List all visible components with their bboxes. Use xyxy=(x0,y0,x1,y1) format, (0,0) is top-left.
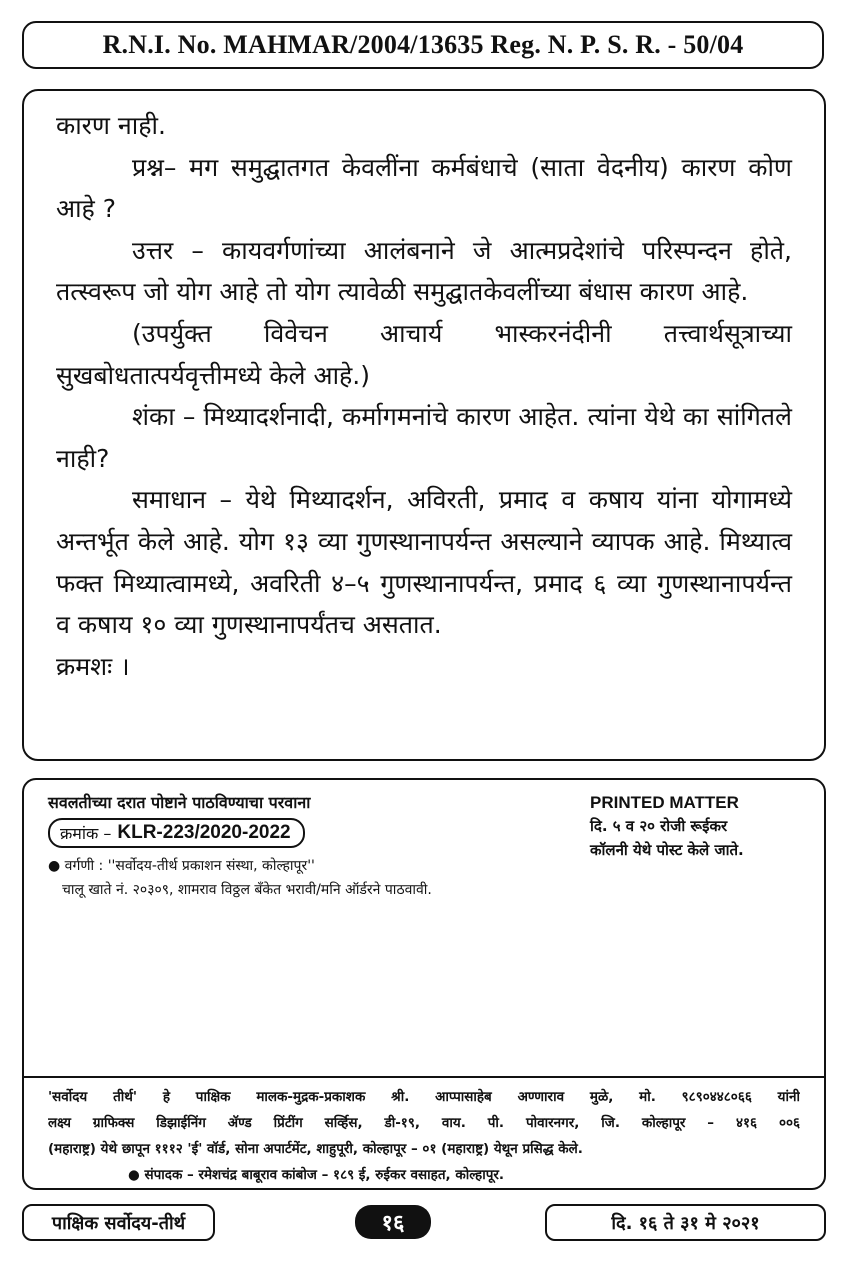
page-number-badge xyxy=(355,1205,431,1239)
editor-line: ● संपादक – रमेशचंद्र बाबूराव कांबोज – १८९ ई, रुईकर वसाहत, कोल्हापूर. xyxy=(128,1167,505,1183)
printed-matter-block xyxy=(590,792,820,862)
printed-matter-title: PRINTED MATTER xyxy=(590,793,739,812)
posting-location-line: कॉलनी येथे पोस्ट केले जाते. xyxy=(590,841,744,859)
article-paragraph: (उपर्युक्त विवेचन आचार्य भास्करनंदीनी तत्त्वार्थसूत्राच्या सुखबोधतात्पर्यवृत्तीमध्ये केले आहे.) xyxy=(56,318,792,390)
postal-permit xyxy=(48,792,608,902)
article-paragraph: उत्तर – कायवर्गणांच्या आलंबनाने जे आत्मप्रदेशांचे परिस्पन्दन होते, तत्स्वरूप जो योग आहे तो योग त्यावेळी समुद्घातकेवलींच्या बंधास कारण आहे. xyxy=(56,235,792,307)
publication-name-footer xyxy=(22,1204,215,1241)
article-paragraph: कारण नाही. xyxy=(56,111,166,140)
registration-text: R.N.I. No. MAHMAR/2004/13635 Reg. N. P. S. R. - 50/04 xyxy=(102,30,744,59)
registration-header xyxy=(22,21,824,69)
postal-info-box xyxy=(22,778,826,1190)
posting-schedule-line: दि. ५ व २० रोजी रूईकर xyxy=(590,817,728,835)
subscription-line: ● वर्गणी : ''सर्वोदय-तीर्थ प्रकाशन संस्था, कोल्हापूर'' xyxy=(48,858,315,874)
page-number: १६ xyxy=(381,1211,405,1236)
article-body xyxy=(22,89,826,761)
article-paragraph: प्रश्न– मग समुद्घातगत केवलींना कर्मबंधाचे (साता वेदनीय) कारण कोण आहे ? xyxy=(56,152,792,224)
issue-date-footer xyxy=(545,1204,826,1241)
continued-marker: क्रमशः । xyxy=(56,651,130,681)
imprint-line: (महाराष्ट्र) येथे छापून १११२ 'ई' वॉर्ड, सोना अपार्टमेंट, शाहुपूरी, कोल्हापूर – ०१ (महाराष्ट्र) येथून प्रसिद्ध केले. xyxy=(48,1141,583,1157)
article-paragraph: शंका – मिथ्यादर्शनादी, कर्मागमनांचे कारण आहेत. त्यांना येथे का सांगितले नाही? xyxy=(56,402,792,473)
reg-label: क्रमांक – xyxy=(60,824,112,843)
imprint-line: 'सर्वोदय तीर्थ' हे पाक्षिक मालक-मुद्रक-प्रकाशक श्री. आप्पासाहेब अण्णाराव मुळे, मो. ९८९०४४८०६६ यांनी xyxy=(48,1089,800,1105)
issue-date: दि. १६ ते ३१ मे २०२१ xyxy=(611,1212,760,1234)
imprint-line: लक्ष्य ग्राफिक्स डिझाईनिंग ॲण्ड प्रिंटींग सर्व्हिस, डी-१९, वाय. पी. पोवारनगर, जि. कोल्हापूर – ४१६ ००६ xyxy=(48,1115,800,1131)
publication-name: पाक्षिक सर्वोदय-तीर्थ xyxy=(51,1212,186,1234)
reg-number: KLR-223/2020-2022 xyxy=(117,822,291,843)
permit-title: सवलतीच्या दरात पोष्टाने पाठविण्याचा परवाना xyxy=(48,793,311,812)
imprint-block xyxy=(24,1076,824,1190)
postal-registration-badge xyxy=(48,818,305,848)
subscription-account-line: चालू खाते नं. २०३०९, शामराव विठ्ठल बँकेत भरावी/मनि ऑर्डरने पाठवावी. xyxy=(62,882,432,898)
article-paragraph: समाधान – येथे मिथ्यादर्शन, अविरती, प्रमाद व कषाय यांना योगामध्ये अन्तर्भूत केले आहे. योग १३ व्या गुणस्थानापर्यन्त असल्याने व्यापक आहे. मिथ्यात्व फक्त मिथ्यात्वामध्ये, अवरिती ४–५ गुणस्थानापर्यन्त, प्रमाद ६ व्या गुणस्थानापर्यन्त व कषाय १० व्या गुणस्थानापर्यंतच असतात. xyxy=(56,485,792,640)
